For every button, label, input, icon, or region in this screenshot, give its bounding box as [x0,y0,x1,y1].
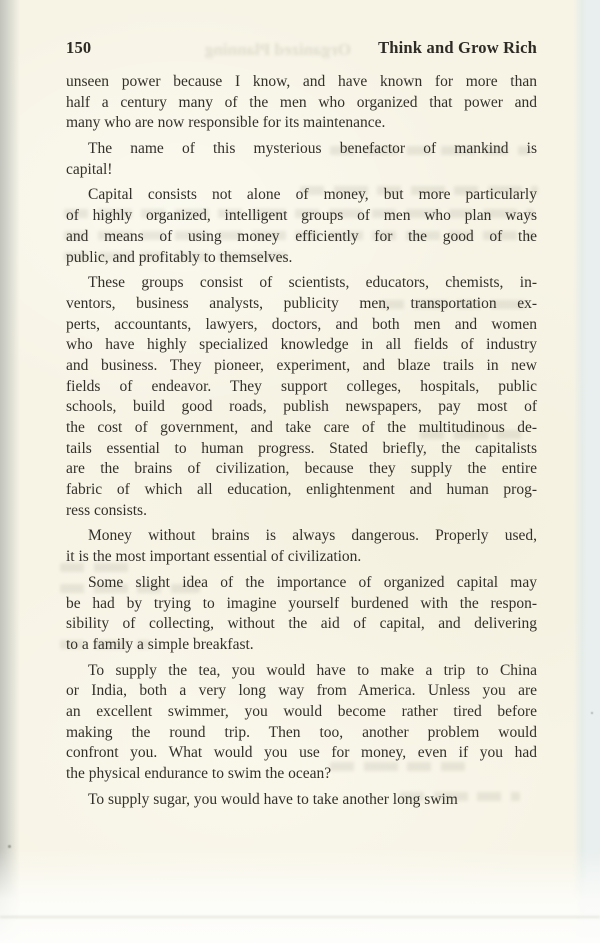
text-line: ress consists. [66,501,147,519]
page-number: 150 [66,38,92,57]
body-text [66,72,537,810]
text-line: Money without brains is always dangerous. Properly used, [88,527,537,545]
running-title: Think and Grow Rich [378,38,537,57]
text-line: be had by trying to imagine yourself burdened with the respon- [66,594,537,612]
ghost-bleedthrough-header: Organized Planning [205,40,351,59]
text-line: Some slight idea of the importance of organized capital may [88,573,537,591]
text-line: many who are now responsible for its maintenance. [66,114,386,132]
text-line: of highly organized, intelligent groups of men who plan ways [66,207,537,225]
paragraph [66,526,537,567]
text-line: ventors, business analysts, publicity men, transportation ex- [66,294,537,312]
paragraph [66,661,537,785]
scan-bottom-fade [0,848,600,943]
scan-smudge-line [0,916,600,918]
text-line: it is the most important essential of civilization. [66,548,362,566]
paragraph [66,139,537,180]
text-line: To supply the tea, you would have to make a trip to China [88,661,537,679]
text-line: the physical endurance to swim the ocean? [66,765,332,782]
text-line: half a century many of the men who organized that power and [66,93,537,111]
paragraph [66,185,537,268]
paragraph [66,573,537,656]
text-line: To supply sugar, you would have to take another long swim [88,790,458,808]
text-line: perts, accountants, lawyers, doctors, and both men and women [66,315,537,333]
text-line: and business. They pioneer, experiment, and blaze trails in new [66,356,537,374]
paragraph [66,72,537,134]
text-line: public, and profitably to themselves. [66,248,293,266]
text-line: to a family a simple breakfast. [66,635,254,653]
scan-speck [591,712,593,714]
paragraph [66,790,537,811]
scan-left-edge [0,0,22,943]
text-line: fields of endeavor. They support colleges, hospitals, public [66,377,537,395]
scan-speck [8,845,11,848]
page-header [66,38,537,58]
text-line: schools, build good roads, publish newspapers, pay most of [66,398,537,416]
text-line: or India, both a very long way from America. Unless you are [66,682,537,700]
scan-right-edge [573,0,600,943]
text-line: fabric of which all education, enlightenment and human prog- [66,481,537,499]
text-line: confront you. What would you use for money, even if you had [66,744,537,762]
text-line: sibility of collecting, without the aid of capital, and delivering [66,615,537,633]
text-line: an excellent swimmer, you would become rather tired before [66,702,537,720]
text-line: and means of using money efficiently for the good of the [66,227,537,245]
text-line: These groups consist of scientists, educators, chemists, in- [88,274,537,292]
text-line: are the brains of civilization, because they supply the entire [66,460,537,478]
text-line: unseen power because I know, and have known for more than [66,73,537,90]
text-line: the cost of government, and take care of the multitudinous de- [66,419,537,436]
text-line: who have highly specialized knowledge in all fields of industry [66,336,537,354]
text-line: tails essential to human progress. Stated briefly, the capitalists [66,439,537,457]
text-line: Capital consists not alone of money, but more particularly [88,186,537,204]
text-line: making the round trip. Then too, another problem would [66,723,537,741]
text-line: capital! [66,160,113,178]
paragraph [66,273,537,521]
text-line: The name of this mysterious benefactor of mankind is [88,140,537,158]
